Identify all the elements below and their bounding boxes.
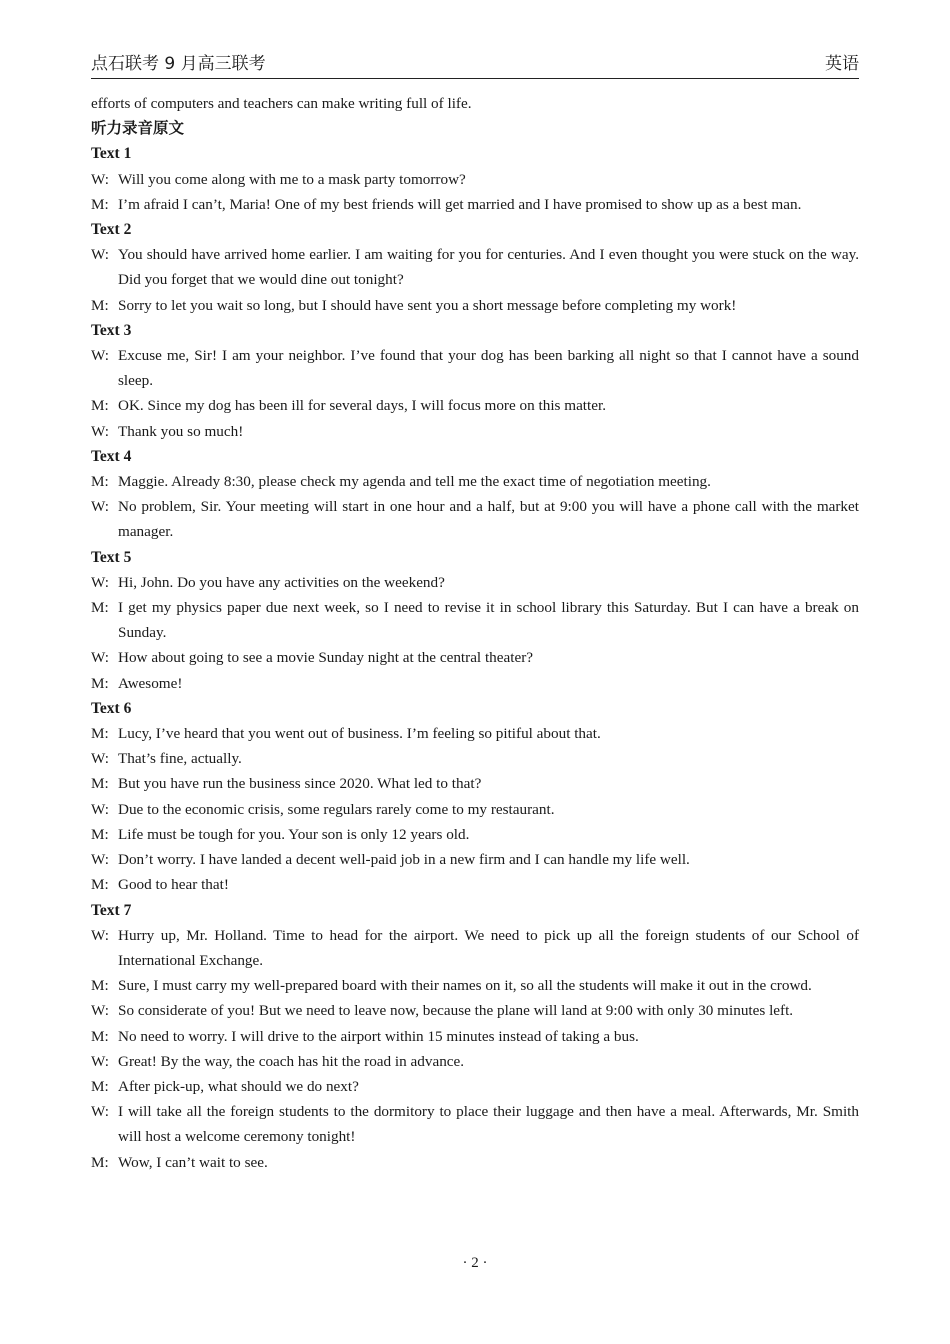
dialogue-line <box>91 1099 859 1149</box>
dialogue-line <box>91 494 859 544</box>
dialogue-text: OK. Since my dog has been ill for several days, I will focus more on this matter. <box>118 397 607 415</box>
dialogue-text: You should have arrived home earlier. I am waiting for you for centuries. And I even thought you were stuck on the way. Did you forget that we would dine out tonight? <box>118 246 859 289</box>
text-heading: Text 5 <box>91 548 132 566</box>
dialogue-text: Sure, I must carry my well-prepared board with their names on it, so all the students will make it out in the crowd. <box>118 977 812 995</box>
dialogue-text: Maggie. Already 8:30, please check my agenda and tell me the exact time of negotiation meeting. <box>118 473 711 491</box>
dialogue-text: I’m afraid I can’t, Maria! One of my best friends will get married and I have promised to show up as a best man. <box>118 195 802 213</box>
dialogue-line <box>91 1150 859 1175</box>
speaker-label: M: <box>91 1027 109 1045</box>
text-heading: Text 1 <box>91 145 132 163</box>
speaker-label: W: <box>91 1052 109 1070</box>
speaker-label: W: <box>91 246 109 264</box>
dialogue-line <box>91 822 859 847</box>
dialogue-line <box>91 1049 859 1074</box>
dialogue-text: No need to worry. I will drive to the airport within 15 minutes instead of taking a bus. <box>118 1027 639 1045</box>
dialogue-text: Thank you so much! <box>118 422 244 440</box>
dialogue-text: Lucy, I’ve heard that you went out of business. I’m feeling so pitiful about that. <box>118 725 601 743</box>
dialogue-text: Excuse me, Sir! I am your neighbor. I’ve found that your dog has been barking all night so that I cannot have a sound sleep. <box>118 347 859 390</box>
speaker-label: W: <box>91 649 109 667</box>
dialogue-line <box>91 746 859 771</box>
speaker-label: M: <box>91 876 109 894</box>
dialogue-text: I will take all the foreign students to the dormitory to place their luggage and then have a meal. Afterwards, Mr. Smith will host a welcome ceremony tonight! <box>118 1103 859 1146</box>
speaker-label: W: <box>91 1002 109 1020</box>
dialogue-line <box>91 645 859 670</box>
transcript-texts <box>91 141 859 1174</box>
dialogue-line <box>91 998 859 1023</box>
dialogue-text: Due to the economic crisis, some regulars rarely come to my restaurant. <box>118 800 555 818</box>
dialogue-line <box>91 1074 859 1099</box>
dialogue-text: After pick-up, what should we do next? <box>118 1077 359 1095</box>
dialogue-line <box>91 721 859 746</box>
dialogue-line <box>91 923 859 973</box>
speaker-label: M: <box>91 977 109 995</box>
dialogue-line <box>91 872 859 897</box>
dialogue-line <box>91 671 859 696</box>
dialogue-line <box>91 973 859 998</box>
dialogue-line <box>91 595 859 645</box>
speaker-label: M: <box>91 473 109 491</box>
speaker-label: M: <box>91 296 109 314</box>
speaker-label: W: <box>91 926 109 944</box>
text-heading: Text 6 <box>91 699 132 717</box>
dialogue-line <box>91 242 859 292</box>
lead-line: efforts of computers and teachers can make writing full of life. <box>91 95 472 112</box>
speaker-label: M: <box>91 1077 109 1095</box>
dialogue-text: Wow, I can’t wait to see. <box>118 1153 268 1171</box>
page-header <box>91 46 859 79</box>
dialogue-line <box>91 167 859 192</box>
dialogue-text: Life must be tough for you. Your son is only 12 years old. <box>118 825 470 843</box>
speaker-label: W: <box>91 800 109 818</box>
dialogue-text: Will you come along with me to a mask party tomorrow? <box>118 170 466 188</box>
speaker-label: W: <box>91 750 109 768</box>
dialogue-text: Hurry up, Mr. Holland. Time to head for the airport. We need to pick up all the foreign students of our School of International Exchange. <box>118 926 859 969</box>
speaker-label: M: <box>91 1153 109 1171</box>
dialogue-line <box>91 343 859 393</box>
speaker-label: M: <box>91 195 109 213</box>
dialogue-text: No problem, Sir. Your meeting will start in one hour and a half, but at 9:00 you will have a phone call with the market manager. <box>118 498 859 541</box>
speaker-label: W: <box>91 422 109 440</box>
dialogue-line <box>91 797 859 822</box>
speaker-label: M: <box>91 725 109 743</box>
dialogue-line <box>91 570 859 595</box>
speaker-label: W: <box>91 851 109 869</box>
dialogue-line <box>91 419 859 444</box>
dialogue-text: That’s fine, actually. <box>118 750 242 768</box>
dialogue-text: Sorry to let you wait so long, but I should have sent you a short message before completing my work! <box>118 296 737 314</box>
subject-label: 英语 <box>825 54 859 74</box>
dialogue-text: I get my physics paper due next week, so I need to revise it in school library this Saturday. But I can have a break on Sunday. <box>118 599 859 642</box>
speaker-label: M: <box>91 397 109 415</box>
dialogue-text: Hi, John. Do you have any activities on the weekend? <box>118 573 445 591</box>
dialogue-line <box>91 847 859 872</box>
section-title: 听力录音原文 <box>91 119 185 138</box>
dialogue-text: How about going to see a movie Sunday night at the central theater? <box>118 649 534 667</box>
dialogue-line <box>91 393 859 418</box>
dialogue-text: Don’t worry. I have landed a decent well-paid job in a new firm and I can handle my life well. <box>118 851 690 869</box>
dialogue-line <box>91 192 859 217</box>
text-heading: Text 4 <box>91 447 132 465</box>
text-heading: Text 3 <box>91 321 132 339</box>
speaker-label: W: <box>91 1103 109 1121</box>
dialogue-text: Awesome! <box>118 674 183 692</box>
transcript-body <box>91 91 859 1175</box>
dialogue-line <box>91 293 859 318</box>
speaker-label: M: <box>91 775 109 793</box>
speaker-label: W: <box>91 170 109 188</box>
text-heading: Text 2 <box>91 221 132 239</box>
dialogue-line <box>91 771 859 796</box>
dialogue-text: But you have run the business since 2020. What led to that? <box>118 775 482 793</box>
speaker-label: M: <box>91 825 109 843</box>
page-number: · 2 · <box>462 1255 488 1271</box>
text-heading: Text 7 <box>91 901 132 919</box>
exam-title: 点石联考 9 月高三联考 <box>91 54 266 74</box>
speaker-label: W: <box>91 347 109 365</box>
dialogue-line <box>91 1024 859 1049</box>
speaker-label: W: <box>91 498 109 516</box>
dialogue-text: Great! By the way, the coach has hit the road in advance. <box>118 1052 465 1070</box>
speaker-label: M: <box>91 599 109 617</box>
dialogue-text: Good to hear that! <box>118 876 229 894</box>
speaker-label: M: <box>91 674 109 692</box>
speaker-label: W: <box>91 573 109 591</box>
dialogue-text: So considerate of you! But we need to leave now, because the plane will land at 9:00 with only 30 minutes left. <box>118 1002 794 1020</box>
dialogue-line <box>91 469 859 494</box>
